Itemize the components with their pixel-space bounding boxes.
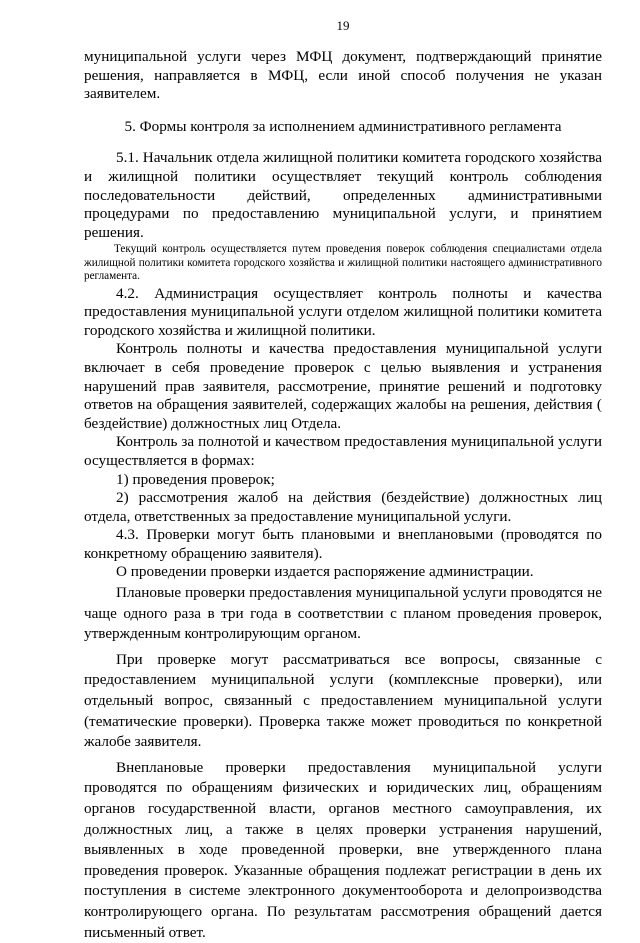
paragraph-control-scope: Контроль полноты и качества предоставления муниципальной услуги включает в себя проведение проверок с целью выявления и устранения нарушений прав заявителя, рассмотрение, принятие решений и подготовку ответов на обращения заявителей, содержащих жалобы на решения, действия ( бездействие) должностных лиц Отдела. bbox=[84, 340, 602, 432]
continuation-paragraph: муниципальной услуги через МФЦ документ, подтверждающий принятие решения, направляется в МФЦ, если иной способ получения не указан заявителем. bbox=[84, 48, 602, 103]
paragraph-control-forms: Контроль за полнотой и качеством предоставления муниципальной услуги осуществляется в формах: bbox=[84, 433, 602, 469]
paragraph-inspection-topics: При проверке могут рассматриваться все вопросы, связанные с предоставлением муниципальной услуги (комплексные проверки), или отдельный вопрос, связанный с предоставлением муниципальной услуги (тематические проверки). Проверка также может проводиться по конкретной жалобе заявителя. bbox=[84, 650, 602, 751]
page-number: 19 bbox=[336, 18, 350, 33]
paragraph-inspection-order: О проведении проверки издается распоряжение администрации. bbox=[116, 563, 534, 581]
paragraph-unscheduled-inspections: Внеплановые проверки предоставления муниципальной услуги проводятся по обращениям физических и юридических лиц, обращениям органов государственной власти, органов местного самоуправления, их должностных лиц, а также в целях проверки устранения нарушений, выявленных в ходе проведенной проверки, вне утвержденного плана проведения проверок. Указанные обращения подлежат регистрации в день их поступления в системе электронного документооборота и делопроизводства контролирующего органа. По результатам рассмотрения обращений дается письменный ответ. bbox=[84, 758, 602, 941]
list-item-complaints: 2) рассмотрения жалоб на действия (бездействие) должностных лиц отдела, ответственных за предоставление муниципальной услуги. bbox=[84, 489, 602, 525]
document-page bbox=[84, 18, 602, 943]
list-item-inspections: 1) проведения проверок; bbox=[116, 470, 275, 488]
paragraph-4-2: 4.2. Администрация осуществляет контроль полноты и качества предоставления муниципальной услуги отделом жилищной политики комитета городского хозяйства и жилищной политики. bbox=[84, 284, 602, 339]
paragraph-4-3: 4.3. Проверки могут быть плановыми и внеплановыми (проводятся по конкретному обращению заявителя). bbox=[84, 526, 602, 562]
paragraph-planned-inspections: Плановые проверки предоставления муниципальной услуги проводятся не чаще одного раза в три года в соответствии с планом проведения проверок, утвержденным контролирующим органом. bbox=[84, 584, 602, 643]
paragraph-current-control-note: Текущий контроль осуществляется путем проведения поверок соблюдения специалистами отдела жилищной политики комитета городского хозяйства и жилищной политики настоящего административного регламента. bbox=[84, 243, 602, 283]
section-heading: 5. Формы контроля за исполнением административного регламента bbox=[124, 117, 562, 135]
paragraph-5-1: 5.1. Начальник отдела жилищной политики комитета городского хозяйства и жилищной политики осуществляет текущий контроль соблюдения последовательности действий, определенных административными процедурами по предоставлению муниципальной услуги, и принятием решения. bbox=[84, 149, 602, 241]
